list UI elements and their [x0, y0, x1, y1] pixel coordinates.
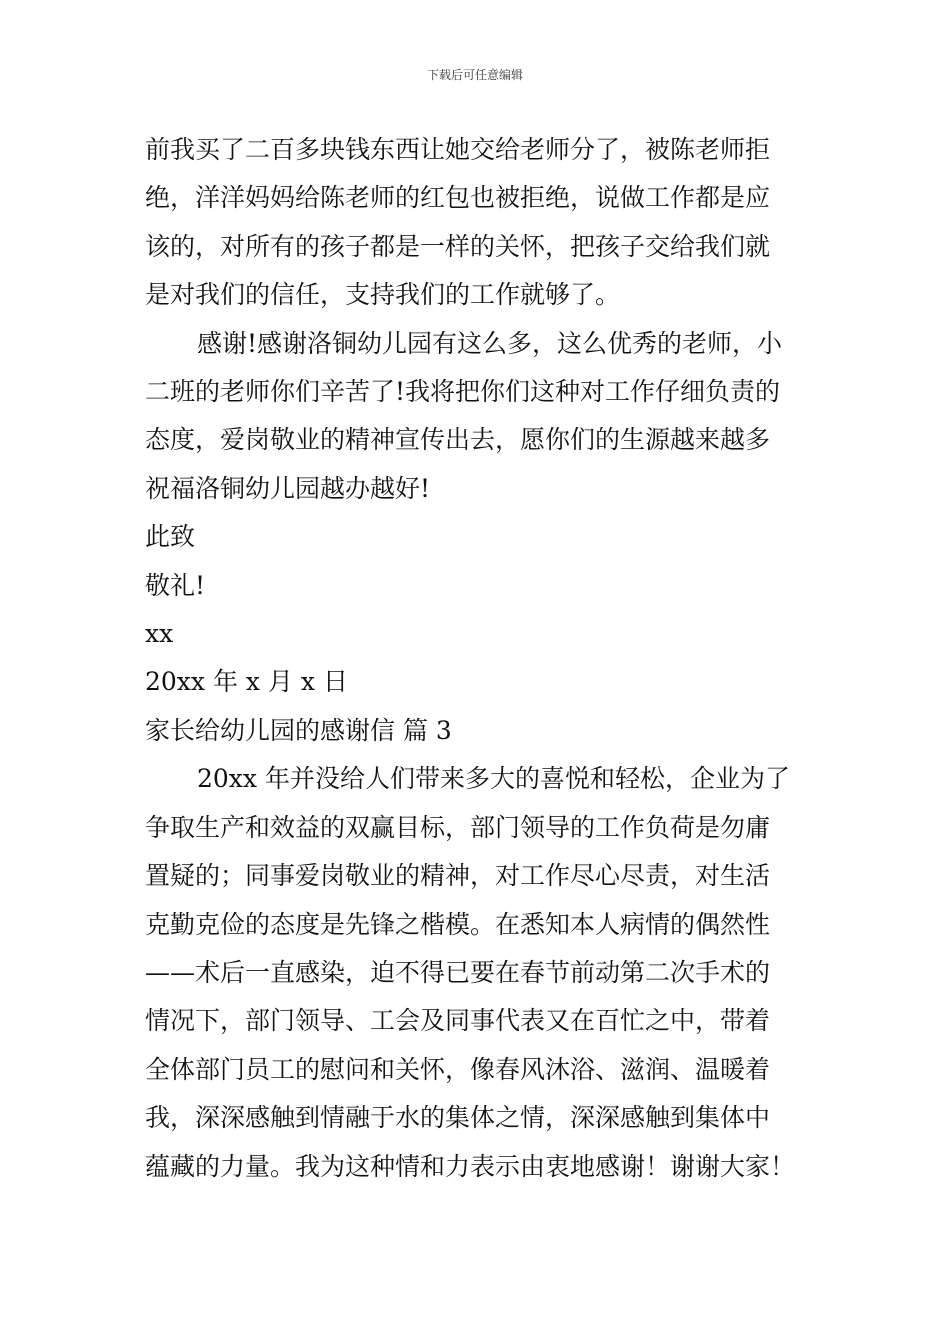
- header-note: 下载后可任意编辑: [426, 68, 523, 82]
- text-line: 态度，爱岗敬业的精神宣传出去，愿你们的生源越来越多: [145, 425, 771, 455]
- text-line: 是对我们的信任，支持我们的工作就够了。: [145, 280, 621, 310]
- text-line: 置疑的；同事爱岗敬业的精神，对工作尽心尽责，对生活: [145, 861, 771, 891]
- text-line: ——术后一直感染，迫不得已要在春节前动第二次手术的: [145, 957, 771, 987]
- text-line: 蕴藏的力量。我为这种情和力表示由衷地感谢！谢谢大家！: [145, 1151, 796, 1181]
- text-line: 前我买了二百多块钱东西让她交给老师分了，被陈老师拒: [145, 135, 771, 164]
- text-line: 绝，洋洋妈妈给陈老师的红包也被拒绝，说做工作都是应: [145, 183, 771, 213]
- text-line: 该的，对所有的孩子都是一样的关怀，把孩子交给我们就: [145, 231, 771, 261]
- document-body: [145, 126, 810, 1191]
- text-line: 感谢!感谢洛铜幼儿园有这么多，这么优秀的老师，小: [197, 328, 783, 358]
- paragraph-3: [145, 755, 810, 1191]
- closing-regards: 敬礼!: [145, 570, 206, 600]
- paragraph-1: [145, 126, 810, 320]
- date: 20xx 年 x 月 x 日: [145, 667, 348, 697]
- text-line: 情况下，部门领导、工会及同事代表又在百忙之中，带着: [145, 1006, 771, 1036]
- text-line: 二班的老师你们辛苦了!我将把你们这种对工作仔细负责的: [145, 377, 781, 407]
- signature: xx: [145, 619, 174, 649]
- text-line: 全体部门员工的慰问和关怀，像春风沐浴、滋润、温暖着: [145, 1054, 771, 1084]
- text-line: 争取生产和效益的双赢目标，部门领导的工作负荷是勿庸: [145, 812, 771, 842]
- text-line: 克勤克俭的态度是先锋之楷模。在悉知本人病情的偶然性: [145, 909, 771, 939]
- section-title: 家长给幼儿园的感谢信 篇 3: [145, 715, 452, 745]
- text-line: 我，深深感触到情融于水的集体之情，深深感触到集体中: [145, 1103, 771, 1133]
- closing-salutation: 此致: [145, 522, 196, 552]
- text-line: 20xx 年并没给人们带来多大的喜悦和轻松，企业为了: [197, 764, 790, 794]
- paragraph-2: [145, 320, 810, 514]
- text-line: 祝福洛铜幼儿园越办越好!: [145, 473, 431, 503]
